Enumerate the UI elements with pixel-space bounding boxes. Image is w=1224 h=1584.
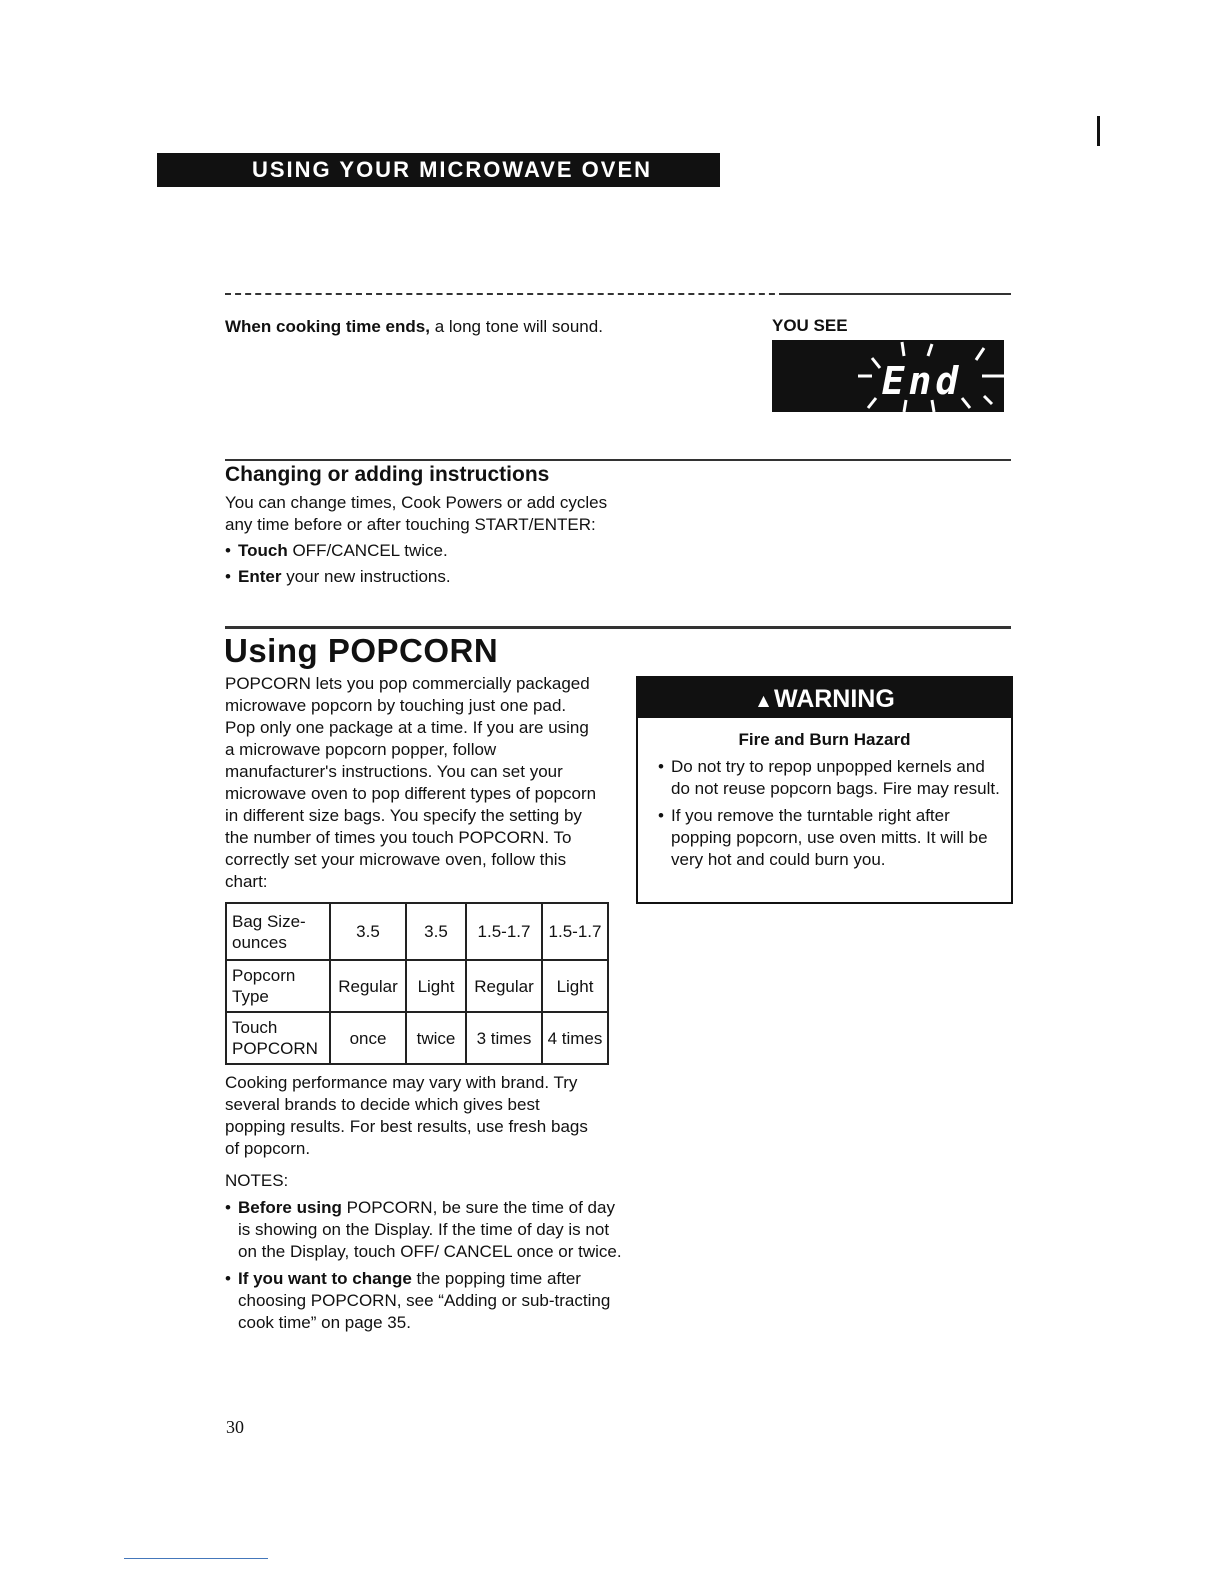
table-cell: Light — [542, 960, 608, 1012]
changing-heading: Changing or adding instructions — [225, 463, 550, 486]
row-header: Bag Size-ounces — [226, 903, 330, 960]
note-text: the popping time after choosing POPCORN, see “Adding or sub-tracting cook time” on page 35. — [238, 1269, 611, 1332]
table-cell: 3 times — [466, 1012, 542, 1064]
divider-changing — [225, 459, 1011, 461]
note-lead: Before using — [238, 1198, 342, 1217]
warning-item: • If you remove the turntable right after popping popcorn, use oven mitts. It will be very hot and could burn you. — [658, 805, 1003, 871]
warning-item: • Do not try to repop unpopped kernels and do not reuse popcorn bags. Fire may result. — [658, 756, 1003, 800]
table-row — [226, 1012, 608, 1064]
popcorn-heading: Using POPCORN — [224, 632, 499, 669]
end-lead: When cooking time ends, — [225, 317, 430, 336]
notes-label: NOTES: — [225, 1171, 289, 1190]
page-number: 30 — [226, 1417, 244, 1437]
section-header-bar — [157, 153, 720, 187]
footer-line — [124, 1558, 268, 1559]
table-cell: 1.5-1.7 — [466, 903, 542, 960]
table-cell: 4 times — [542, 1012, 608, 1064]
table-cell: once — [330, 1012, 406, 1064]
table-cell: Regular — [466, 960, 542, 1012]
dashed-divider — [225, 293, 785, 295]
warning-list — [658, 756, 1003, 871]
warning-triangle-icon: ▲ — [754, 691, 773, 712]
changing-item-text: OFF/CANCEL twice. — [287, 541, 448, 560]
table-cell: 3.5 — [330, 903, 406, 960]
table-cell: 1.5-1.7 — [542, 903, 608, 960]
changing-item — [225, 540, 615, 562]
performance-note: Cooking performance may vary with brand. Try several brands to decide which gives best popping results. For best results, use fresh bags of popcorn. — [225, 1073, 588, 1158]
popcorn-intro: POPCORN lets you pop commercially packaged microwave popcorn by touching just one pad. Pop only one package at a time. If you are using a microwave popcorn popper, follow manufacturer's instructions. You can set your microwave oven to pop different types of popcorn in different size bags. You specify the setting by the number of times you touch POPCORN. To correctly set your microwave oven, follow this chart: — [225, 674, 597, 891]
table-row — [226, 903, 608, 960]
table-row — [226, 960, 608, 1012]
oven-display — [772, 340, 1004, 412]
note-item — [225, 1268, 625, 1334]
row-header: Popcorn Type — [226, 960, 330, 1012]
table-cell: 3.5 — [406, 903, 466, 960]
changing-list — [225, 540, 615, 588]
display-text: End — [881, 359, 963, 403]
page-edge-mark — [1097, 116, 1100, 146]
popcorn-chart — [225, 902, 609, 1065]
end-rest: a long tone will sound. — [429, 317, 603, 336]
notes-section — [225, 1170, 625, 1339]
changing-item — [225, 566, 615, 588]
warning-box — [636, 676, 1013, 904]
warning-subtitle: Fire and Burn Hazard — [738, 730, 911, 749]
divider-popcorn — [225, 626, 1011, 629]
changing-intro: You can change times, Cook Powers or add cycles any time before or after touching START/ENTER: — [225, 493, 608, 534]
note-lead: If you want to change — [238, 1269, 412, 1288]
changing-body — [225, 492, 615, 588]
changing-item-text: your new instructions. — [281, 567, 451, 586]
section-header-title: USING YOUR MICROWAVE OVEN — [252, 157, 653, 182]
note-item — [225, 1197, 625, 1263]
row-header: Touch POPCORN — [226, 1012, 330, 1064]
table-cell: twice — [406, 1012, 466, 1064]
warning-title: WARNING — [773, 685, 895, 713]
end-paragraph — [225, 316, 605, 338]
changing-item-lead: Touch — [238, 541, 288, 560]
table-cell: Regular — [330, 960, 406, 1012]
warning-header — [638, 678, 1011, 718]
end-display-graphic — [772, 340, 1004, 412]
changing-item-lead: Enter — [238, 567, 282, 586]
divider-right — [785, 293, 1011, 295]
you-see-label: YOU SEE — [772, 316, 848, 335]
note-text: POPCORN, be sure the time of day is showing on the Display. If the time of day is not on the Display, touch OFF/ CANCEL once or twice. — [238, 1198, 622, 1261]
notes-list — [225, 1197, 625, 1334]
table-cell: Light — [406, 960, 466, 1012]
